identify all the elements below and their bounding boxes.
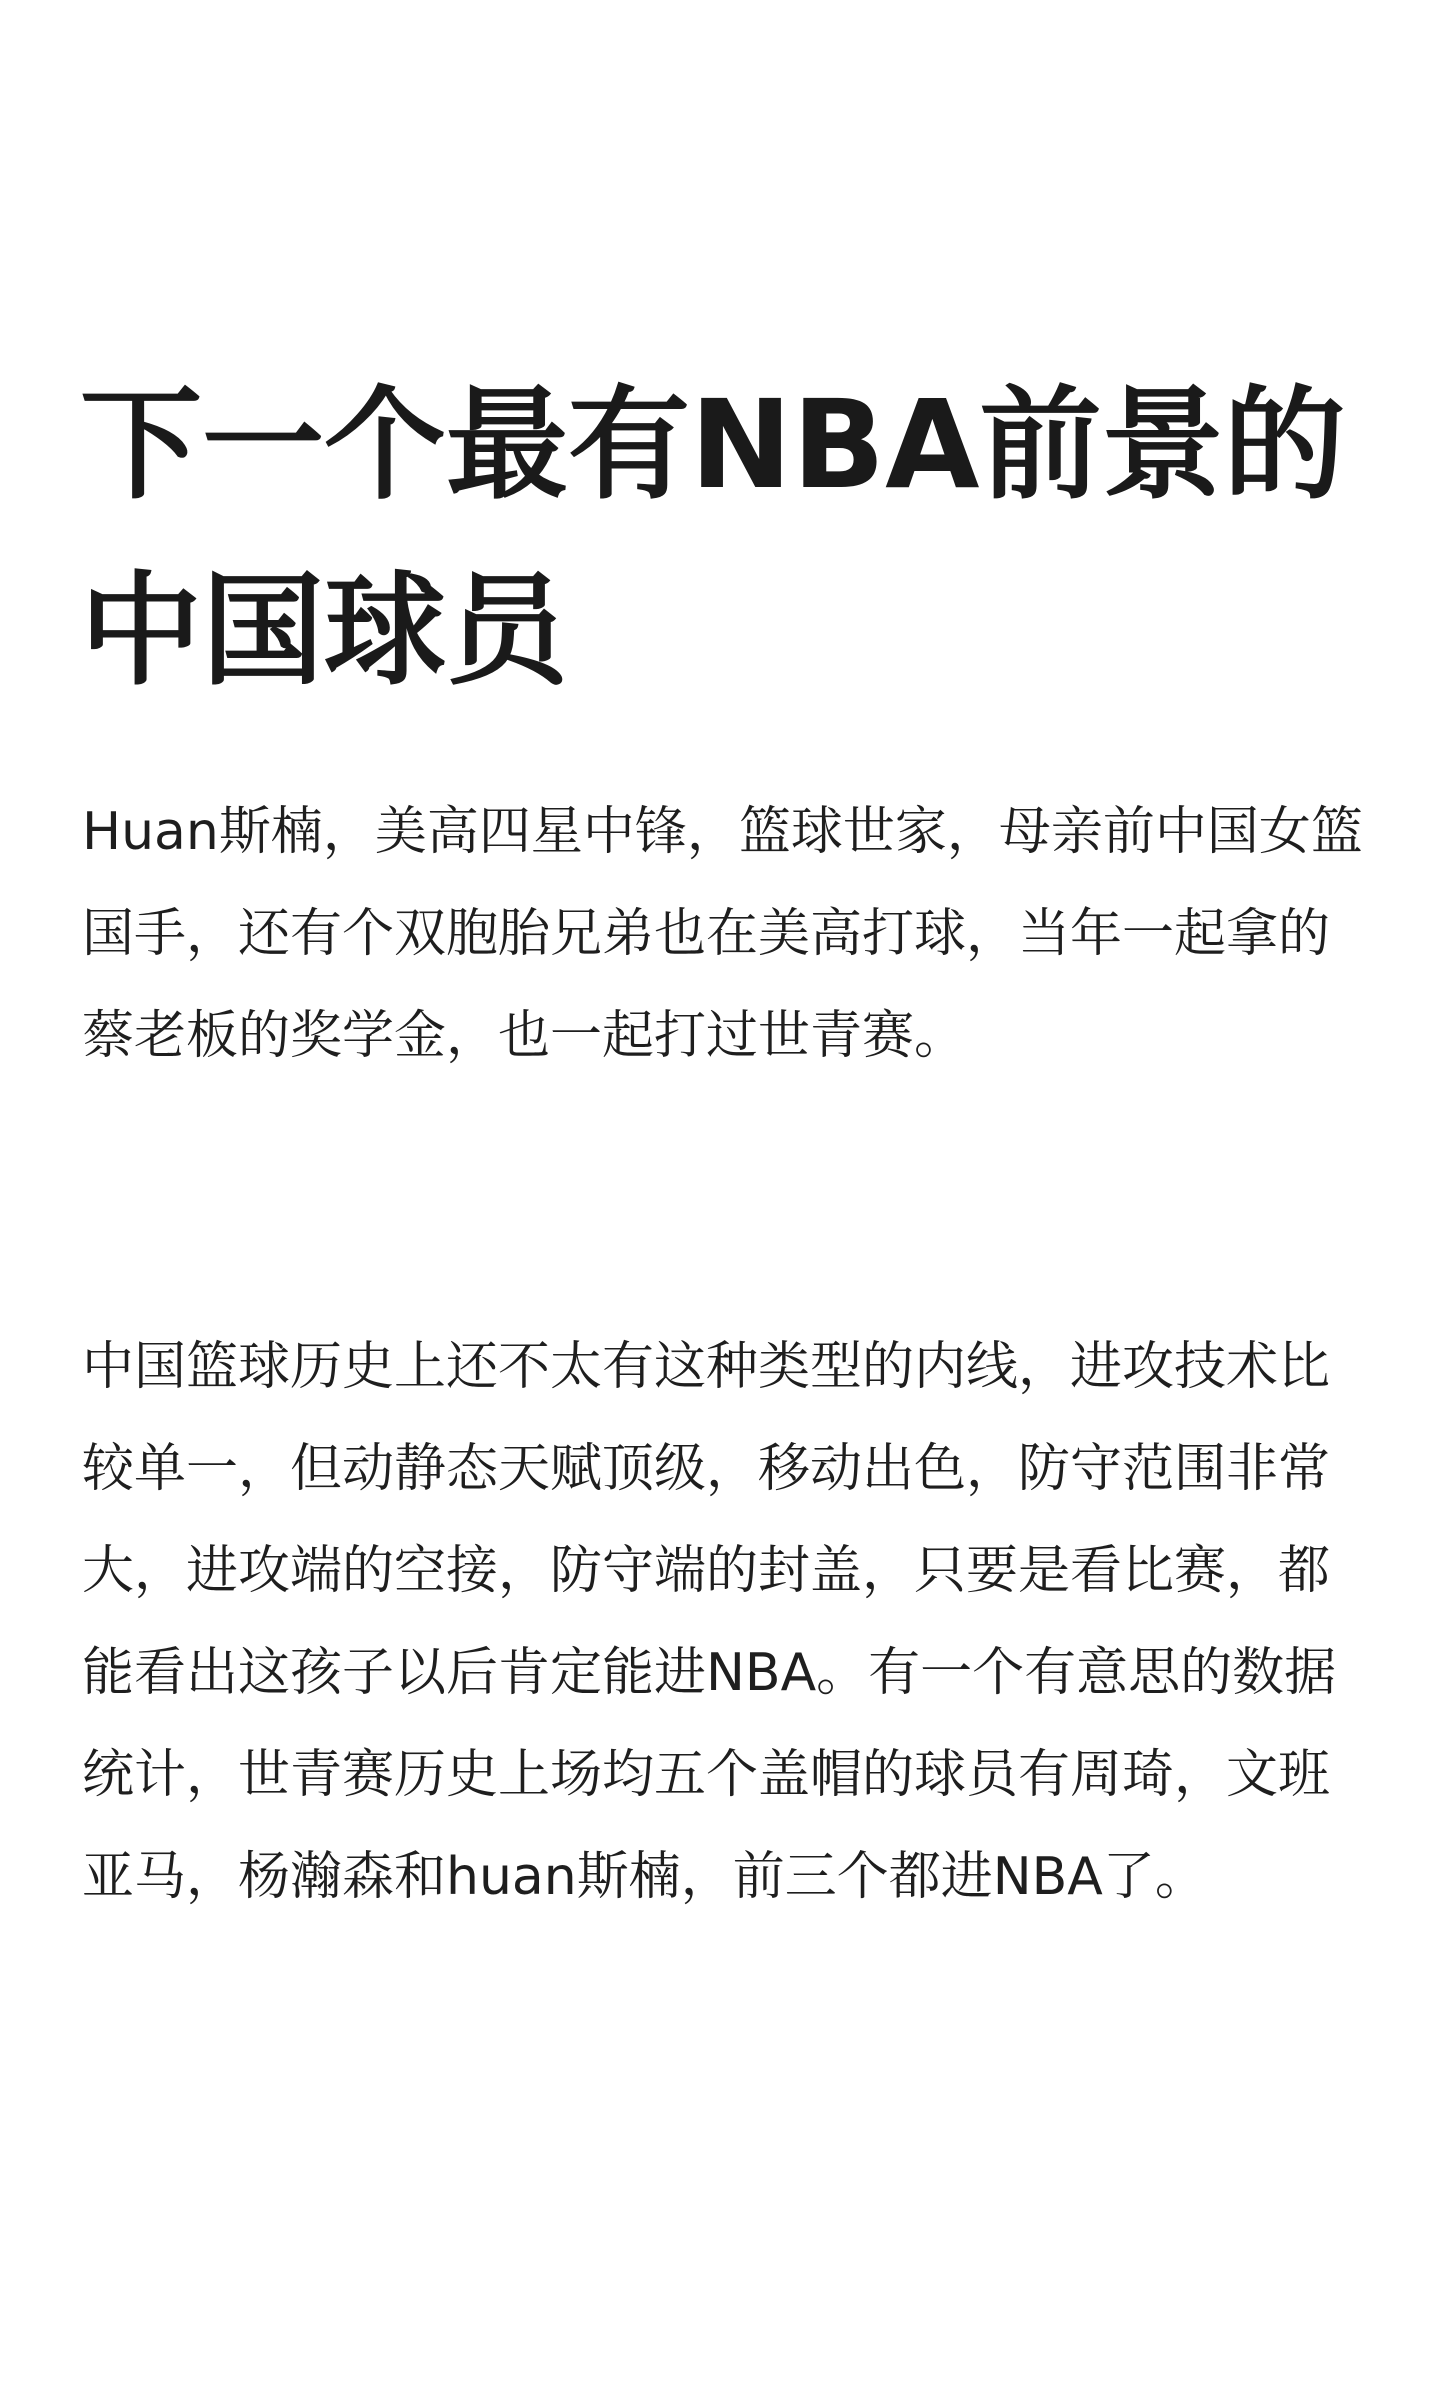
article-paragraph-1: Huan斯楠，美高四星中锋，篮球世家，母亲前中国女篮国手，还有个双胞胎兄弟也在美高打球，当年一起拿的蔡老板的奖学金，也一起打过世青赛。 (82, 802, 1363, 1066)
article-title: 下一个最有NBA前景的中国球员 (80, 374, 1346, 702)
article-paragraph-2: 中国篮球历史上还不太有这种类型的内线，进攻技术比较单一，但动静态天赋顶级，移动出色，防守范围非常大，进攻端的空接，防守端的封盖，只要是看比赛，都能看出这孩子以后肯定能进NBA。有一个有意思的数据统计，世青赛历史上场均五个盖帽的球员有周琦，文班亚马，杨瀚森和huan斯楠，前三个都进NBA了。 (82, 1337, 1337, 1907)
